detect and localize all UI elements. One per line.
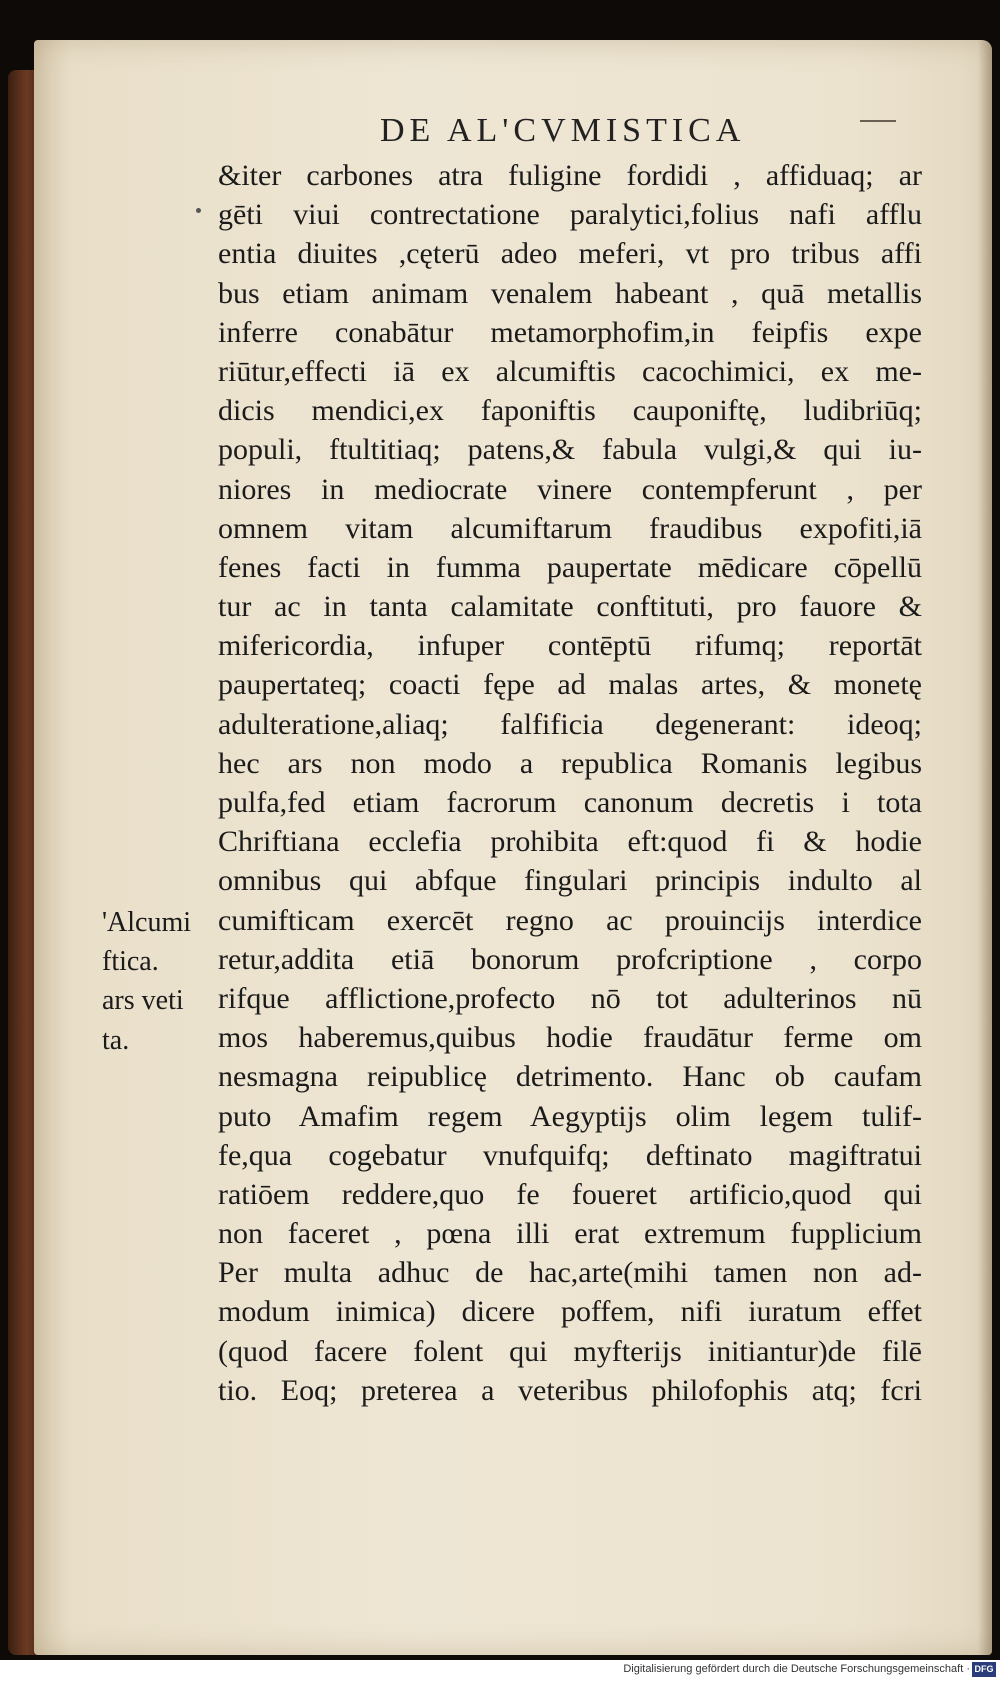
margin-note-line: 'Alcumi: [102, 907, 192, 938]
text-line: ratiōem reddere,quo fe foueret artificio,quod qui: [218, 1177, 922, 1211]
text-line: omnibus qui abfque fingulari principis indulto al: [218, 864, 922, 898]
margin-note-line: ars veti: [102, 985, 184, 1017]
text-line: entia diuites ,cęterū adeo meferi, vt pro tribus affi: [218, 237, 922, 271]
text-line: Per multa adhuc de hac,arte(mihi tamen non ad-: [218, 1256, 922, 1290]
text-line: tur ac in tanta calamitate conftituti, pro fauore &: [218, 590, 922, 624]
text-line: mos haberemus,quibus hodie fraudātur ferme om: [218, 1021, 922, 1055]
margin-dot-mark: [196, 208, 201, 213]
text-line: tio. Eoq; preterea a veteribus philofophis atq; fcri: [218, 1373, 922, 1407]
running-head-dash: [860, 120, 896, 122]
running-head: DE AL'CVMISTICA: [380, 112, 746, 149]
margin-note-line: ftica.: [102, 946, 159, 978]
margin-note-line: ta.: [102, 1024, 130, 1056]
dfg-logo-icon: DFG: [972, 1662, 996, 1677]
text-line: populi, ftultitiaq; patens,& fabula vulgi,& qui iu-: [218, 433, 922, 467]
page-edge-shadow: [978, 40, 992, 1655]
digitization-footer: [0, 1660, 1000, 1681]
text-line: omnem vitam alcumiftarum fraudibus expofiti,iā: [218, 511, 922, 545]
margin-note: [102, 903, 214, 1060]
body-text: [218, 156, 922, 1410]
text-line: cumifticam exercēt regno ac prouincijs interdice: [218, 903, 922, 937]
text-line: fe,qua cogebatur vnufquifq; deftinato magiftratui: [218, 1138, 922, 1172]
text-line: Chriftiana ecclefia prohibita eft:quod fi & hodie: [218, 825, 922, 859]
text-line: dicis mendici,ex faponiftis cauponiftę, ludibriūq;: [218, 394, 922, 428]
text-line: retur,addita etiā bonorum profcriptione , corpo: [218, 942, 922, 976]
text-line: &iter carbones atra fuligine fordidi , affiduaq; ar: [218, 159, 922, 192]
text-line: rifque afflictione,profecto nō tot adulterinos nū: [218, 981, 922, 1015]
text-line: gēti viui contrectatione paralytici,folius nafi afflu: [218, 198, 922, 232]
text-line: niores in mediocrate vinere contempferunt , per: [218, 472, 922, 506]
text-line: (quod facere folent qui myfterijs initiantur)de filē: [218, 1334, 922, 1368]
text-line: hec ars non modo a republica Romanis legibus: [218, 746, 922, 780]
footer-credit: Digitalisierung gefördert durch die Deutsche Forschungsgemeinschaft ·: [623, 1663, 970, 1675]
text-line: nesmagna reipublicę detrimento. Hanc ob caufam: [218, 1060, 922, 1094]
text-line: riūtur,effecti iā ex alcumiftis cacochimici, ex me-: [218, 354, 922, 388]
text-line: modum inimica) dicere poffem, nifi iuratum effet: [218, 1295, 922, 1329]
text-line: bus etiam animam venalem habeant , quā metallis: [218, 276, 922, 310]
text-line: non faceret , pœna illi erat extremum fupplicium: [218, 1217, 922, 1251]
text-line: pulfa,fed etiam facrorum canonum decretis i tota: [218, 786, 922, 819]
text-line: puto Amafim regem Aegyptijs olim legem tulif-: [218, 1099, 922, 1133]
text-line: fenes facti in fumma paupertate mēdicare cōpellū: [218, 550, 922, 584]
text-line: paupertateq; coacti fępe ad malas artes, & monetę: [218, 668, 922, 702]
text-line: mifericordia, infuper contēptū rifumq; reportāt: [218, 629, 922, 663]
text-line: adulteratione,aliaq; falfificia degenerant: ideoq;: [218, 707, 922, 741]
text-line: inferre conabātur metamorphofim,in feipfis expe: [218, 315, 922, 349]
